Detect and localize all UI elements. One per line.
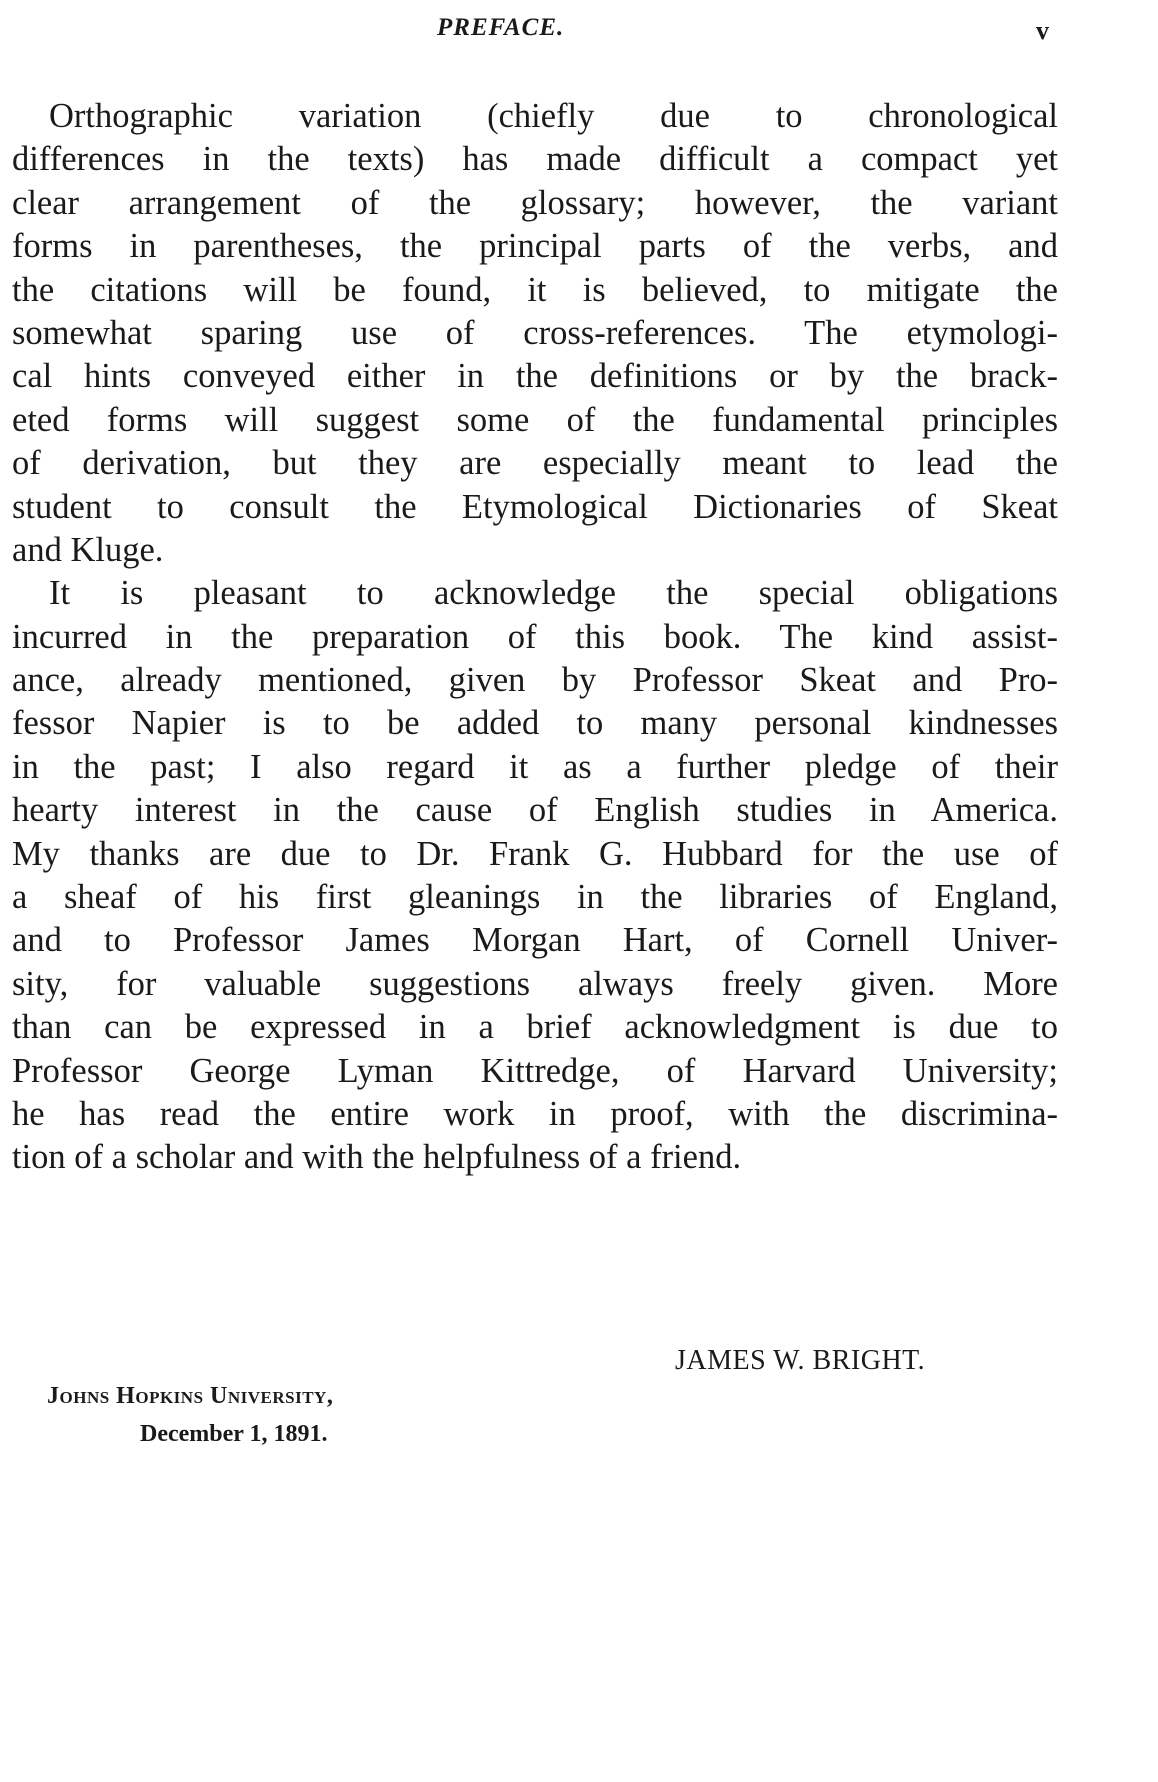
running-head <box>0 14 1158 54</box>
text-line: and Kluge. <box>12 530 164 569</box>
text-line: than can be expressed in a brief acknowledgment is due to <box>12 1008 1058 1047</box>
text-line: and to Professor James Morgan Hart, of Cornell Univer- <box>12 921 1058 960</box>
text-line: the citations will be found, it is believed, to mitigate the <box>12 270 1058 309</box>
text-line: tion of a scholar and with the helpfulness of a friend. <box>12 1138 742 1177</box>
text-line: clear arrangement of the glossary; however, the variant <box>12 183 1058 222</box>
paragraph-orthographic-variation <box>12 95 1058 572</box>
text-line: eted forms will suggest some of the fundamental principles <box>12 400 1058 439</box>
text-line: sity, for valuable suggestions always freely given. More <box>12 964 1058 1003</box>
text-line: incurred in the preparation of this book. The kind assist- <box>12 617 1058 656</box>
text-line: Orthographic variation (chiefly due to chronological <box>49 97 1058 135</box>
text-line: differences in the texts) has made difficult a compact yet <box>12 140 1058 179</box>
text-line: forms in parentheses, the principal parts of the verbs, and <box>12 227 1058 266</box>
text-line: It is pleasant to acknowledge the special obligations <box>49 574 1058 613</box>
preface-date: December 1, 1891. <box>140 1421 328 1447</box>
text-line: cal hints conveyed either in the definitions or by the brack- <box>12 357 1058 396</box>
text-line: in the past; I also regard it as a further pledge of their <box>12 747 1058 786</box>
paragraph-acknowledgments <box>12 572 1058 1179</box>
text-line: student to consult the Etymological Dictionaries of Skeat <box>12 487 1058 526</box>
text-line: of derivation, but they are especially meant to lead the <box>12 444 1058 483</box>
text-line: he has read the entire work in proof, with the discrimina- <box>12 1094 1058 1133</box>
text-line: fessor Napier is to be added to many personal kindnesses <box>12 704 1058 743</box>
text-line: My thanks are due to Dr. Frank G. Hubbard for the use of <box>12 834 1058 873</box>
text-line: somewhat sparing use of cross-references. The etymologi- <box>12 313 1058 352</box>
running-title: PREFACE. <box>437 14 565 41</box>
text-line: hearty interest in the cause of English studies in America. <box>12 791 1058 830</box>
text-line: Professor George Lyman Kittredge, of Harvard University; <box>12 1051 1058 1090</box>
author-affiliation: Johns Hopkins University, <box>47 1383 334 1409</box>
preface-body <box>12 95 1058 1180</box>
author-signature: JAMES W. BRIGHT. <box>675 1345 926 1376</box>
text-line: a sheaf of his first gleanings in the libraries of England, <box>12 878 1058 917</box>
text-line: ance, already mentioned, given by Professor Skeat and Pro- <box>12 661 1058 700</box>
page-number: v <box>1036 16 1049 45</box>
